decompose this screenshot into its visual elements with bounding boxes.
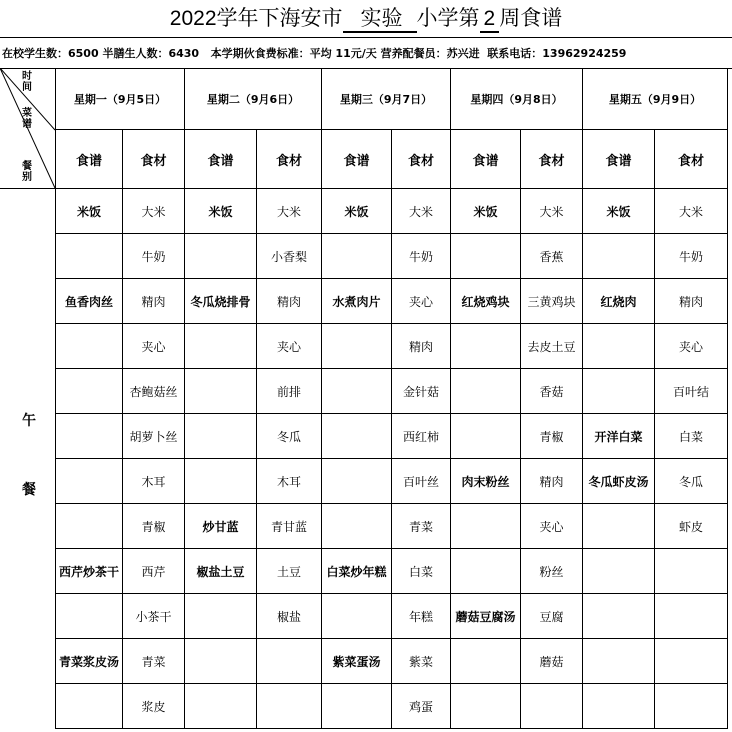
recipe-cell: 肉末粉丝	[451, 459, 521, 504]
ingredient-cell: 百叶结	[655, 369, 728, 414]
ingredient-cell: 西芹	[123, 549, 185, 594]
ingredient-cell: 杏鲍菇丝	[123, 369, 185, 414]
ingredient-cell: 蘑菇	[521, 639, 583, 684]
ingredient-cell: 粉丝	[521, 549, 583, 594]
ingredient-cell: 土豆	[257, 549, 322, 594]
recipe-cell	[451, 684, 521, 729]
recipe-cell	[56, 594, 123, 639]
ingredient-cell: 去皮土豆	[521, 324, 583, 369]
recipe-column-header: 食谱	[583, 130, 655, 189]
ingredient-cell: 小香梨	[257, 234, 322, 279]
ingredient-column-header: 食材	[655, 130, 728, 189]
dietitian-name: 苏兴进	[446, 47, 480, 60]
recipe-cell	[322, 324, 392, 369]
title-middle: 小学第	[416, 7, 480, 30]
recipe-cell	[56, 459, 123, 504]
ingredient-cell: 大米	[257, 189, 322, 234]
recipe-cell: 青菜浆皮汤	[56, 639, 123, 684]
ingredient-cell: 年糕	[392, 594, 451, 639]
recipe-cell	[583, 369, 655, 414]
ingredient-cell: 牛奶	[655, 234, 728, 279]
title-week-number: 2	[480, 7, 500, 33]
recipe-cell: 西芹炒茶干	[56, 549, 123, 594]
ingredient-cell: 白菜	[655, 414, 728, 459]
meal-type-cell	[0, 189, 56, 732]
ingredient-column-header: 食材	[257, 130, 322, 189]
ingredient-cell: 青菜	[123, 639, 185, 684]
ingredient-cell: 金针菇	[392, 369, 451, 414]
recipe-cell	[583, 639, 655, 684]
fee-value: 平均 11元/天	[309, 47, 377, 60]
ingredient-column-header: 食材	[123, 130, 185, 189]
recipe-cell: 米饭	[56, 189, 123, 234]
ingredient-cell: 大米	[655, 189, 728, 234]
ingredient-cell: 小茶干	[123, 594, 185, 639]
ingredient-cell	[655, 639, 728, 684]
recipe-cell: 炒甘蓝	[185, 504, 257, 549]
fee-label: 本学期伙食费标准：	[210, 47, 310, 60]
ingredient-cell: 胡萝卜丝	[123, 414, 185, 459]
recipe-cell	[185, 369, 257, 414]
ingredient-cell: 香蕉	[521, 234, 583, 279]
ingredient-cell: 夹心	[123, 324, 185, 369]
recipe-cell	[451, 369, 521, 414]
ingredient-cell	[521, 684, 583, 729]
recipe-column-header: 食谱	[185, 130, 257, 189]
lunch-count: 6430	[168, 47, 200, 60]
ingredient-cell: 大米	[521, 189, 583, 234]
ingredient-cell: 三黄鸡块	[521, 279, 583, 324]
recipe-cell: 鱼香肉丝	[56, 279, 123, 324]
recipe-cell	[583, 324, 655, 369]
ingredient-cell: 木耳	[123, 459, 185, 504]
ingredient-cell: 虾皮	[655, 504, 728, 549]
students-count: 6500	[68, 47, 99, 60]
recipe-cell	[56, 234, 123, 279]
ingredient-cell: 鸡蛋	[392, 684, 451, 729]
recipe-cell	[322, 459, 392, 504]
recipe-cell: 紫菜蛋汤	[322, 639, 392, 684]
ingredient-cell: 精肉	[392, 324, 451, 369]
recipe-cell	[583, 684, 655, 729]
day-header: 星期三（9月7日）	[322, 68, 451, 130]
ingredient-cell: 夹心	[521, 504, 583, 549]
recipe-cell	[451, 234, 521, 279]
ingredient-cell: 青菜	[392, 504, 451, 549]
ingredient-cell: 精肉	[655, 279, 728, 324]
ingredient-cell: 豆腐	[521, 594, 583, 639]
recipe-cell: 椒盐土豆	[185, 549, 257, 594]
title-school: 实验	[343, 7, 417, 33]
recipe-cell	[322, 234, 392, 279]
recipe-cell: 米饭	[583, 189, 655, 234]
recipe-cell	[322, 369, 392, 414]
ingredient-cell	[655, 594, 728, 639]
recipe-cell	[322, 684, 392, 729]
recipe-cell	[583, 549, 655, 594]
meal-type-char: 午	[22, 413, 36, 429]
lunch-label: 半膳生人数：	[102, 47, 169, 60]
recipe-cell: 冬瓜烧排骨	[185, 279, 257, 324]
page-title	[0, 0, 732, 38]
recipe-column-header: 食谱	[451, 130, 521, 189]
ingredient-cell: 大米	[392, 189, 451, 234]
recipe-cell	[185, 234, 257, 279]
ingredient-column-header: 食材	[392, 130, 451, 189]
ingredient-cell: 精肉	[123, 279, 185, 324]
day-header: 星期五（9月9日）	[583, 68, 728, 130]
ingredient-cell	[655, 684, 728, 729]
ingredient-cell: 前排	[257, 369, 322, 414]
recipe-cell: 白菜炒年糕	[322, 549, 392, 594]
ingredient-cell: 西红柿	[392, 414, 451, 459]
ingredient-cell: 牛奶	[123, 234, 185, 279]
table-left-border	[55, 68, 56, 729]
day-header: 星期四（9月8日）	[451, 68, 583, 130]
ingredient-cell	[257, 684, 322, 729]
recipe-cell	[185, 324, 257, 369]
recipe-cell	[451, 324, 521, 369]
corner-label-recipe: 菜谱	[22, 108, 32, 130]
ingredient-cell: 白菜	[392, 549, 451, 594]
ingredient-cell: 冬瓜	[655, 459, 728, 504]
recipe-cell: 水煮肉片	[322, 279, 392, 324]
divider	[0, 37, 732, 38]
day-header: 星期二（9月6日）	[185, 68, 322, 130]
meal-type-char: 餐	[22, 482, 36, 498]
recipe-cell	[451, 549, 521, 594]
recipe-cell	[185, 594, 257, 639]
recipe-cell	[185, 684, 257, 729]
recipe-cell: 冬瓜虾皮汤	[583, 459, 655, 504]
recipe-cell	[185, 459, 257, 504]
ingredient-cell: 夹心	[392, 279, 451, 324]
recipe-cell: 开洋白菜	[583, 414, 655, 459]
ingredient-cell: 大米	[123, 189, 185, 234]
phone-number: 13962924259	[542, 47, 627, 60]
recipe-cell	[56, 369, 123, 414]
ingredient-cell: 夹心	[257, 324, 322, 369]
recipe-cell: 红烧鸡块	[451, 279, 521, 324]
ingredient-cell: 紫菜	[392, 639, 451, 684]
recipe-cell	[583, 234, 655, 279]
recipe-cell	[583, 594, 655, 639]
ingredient-cell: 精肉	[521, 459, 583, 504]
recipe-cell	[451, 639, 521, 684]
ingredient-cell	[257, 639, 322, 684]
ingredient-cell: 精肉	[257, 279, 322, 324]
corner-label-time: 时间	[22, 71, 32, 93]
ingredient-cell: 冬瓜	[257, 414, 322, 459]
recipe-cell	[451, 414, 521, 459]
recipe-cell: 蘑菇豆腐汤	[451, 594, 521, 639]
corner-label-meal: 餐别	[22, 161, 32, 183]
recipe-cell	[451, 504, 521, 549]
recipe-cell	[56, 684, 123, 729]
title-suffix: 周食谱	[499, 7, 563, 30]
recipe-cell	[56, 324, 123, 369]
recipe-column-header: 食谱	[56, 130, 123, 189]
ingredient-cell: 香菇	[521, 369, 583, 414]
recipe-cell	[583, 504, 655, 549]
ingredient-cell: 夹心	[655, 324, 728, 369]
ingredient-cell	[655, 549, 728, 594]
recipe-cell	[322, 594, 392, 639]
ingredient-cell: 青椒	[123, 504, 185, 549]
ingredient-cell: 木耳	[257, 459, 322, 504]
recipe-cell	[56, 504, 123, 549]
dietitian-label: 营养配餐员：	[380, 47, 447, 60]
ingredient-cell: 牛奶	[392, 234, 451, 279]
students-label: 在校学生数：	[2, 47, 68, 60]
day-header: 星期一（9月5日）	[56, 68, 185, 130]
ingredient-cell: 百叶丝	[392, 459, 451, 504]
recipe-cell	[56, 414, 123, 459]
recipe-cell: 米饭	[322, 189, 392, 234]
recipe-cell	[185, 414, 257, 459]
recipe-cell: 米饭	[451, 189, 521, 234]
recipe-column-header: 食谱	[322, 130, 392, 189]
recipe-cell	[185, 639, 257, 684]
recipe-cell: 米饭	[185, 189, 257, 234]
ingredient-cell: 浆皮	[123, 684, 185, 729]
recipe-cell: 红烧肉	[583, 279, 655, 324]
ingredient-cell: 青甘蓝	[257, 504, 322, 549]
recipe-cell	[322, 414, 392, 459]
ingredient-cell: 青椒	[521, 414, 583, 459]
info-bar	[2, 45, 626, 61]
recipe-cell	[322, 504, 392, 549]
ingredient-column-header: 食材	[521, 130, 583, 189]
title-prefix: 2022学年下海安市	[169, 7, 343, 30]
phone-label: 联系电话：	[487, 47, 543, 60]
corner-header-cell	[0, 68, 56, 189]
ingredient-cell: 椒盐	[257, 594, 322, 639]
